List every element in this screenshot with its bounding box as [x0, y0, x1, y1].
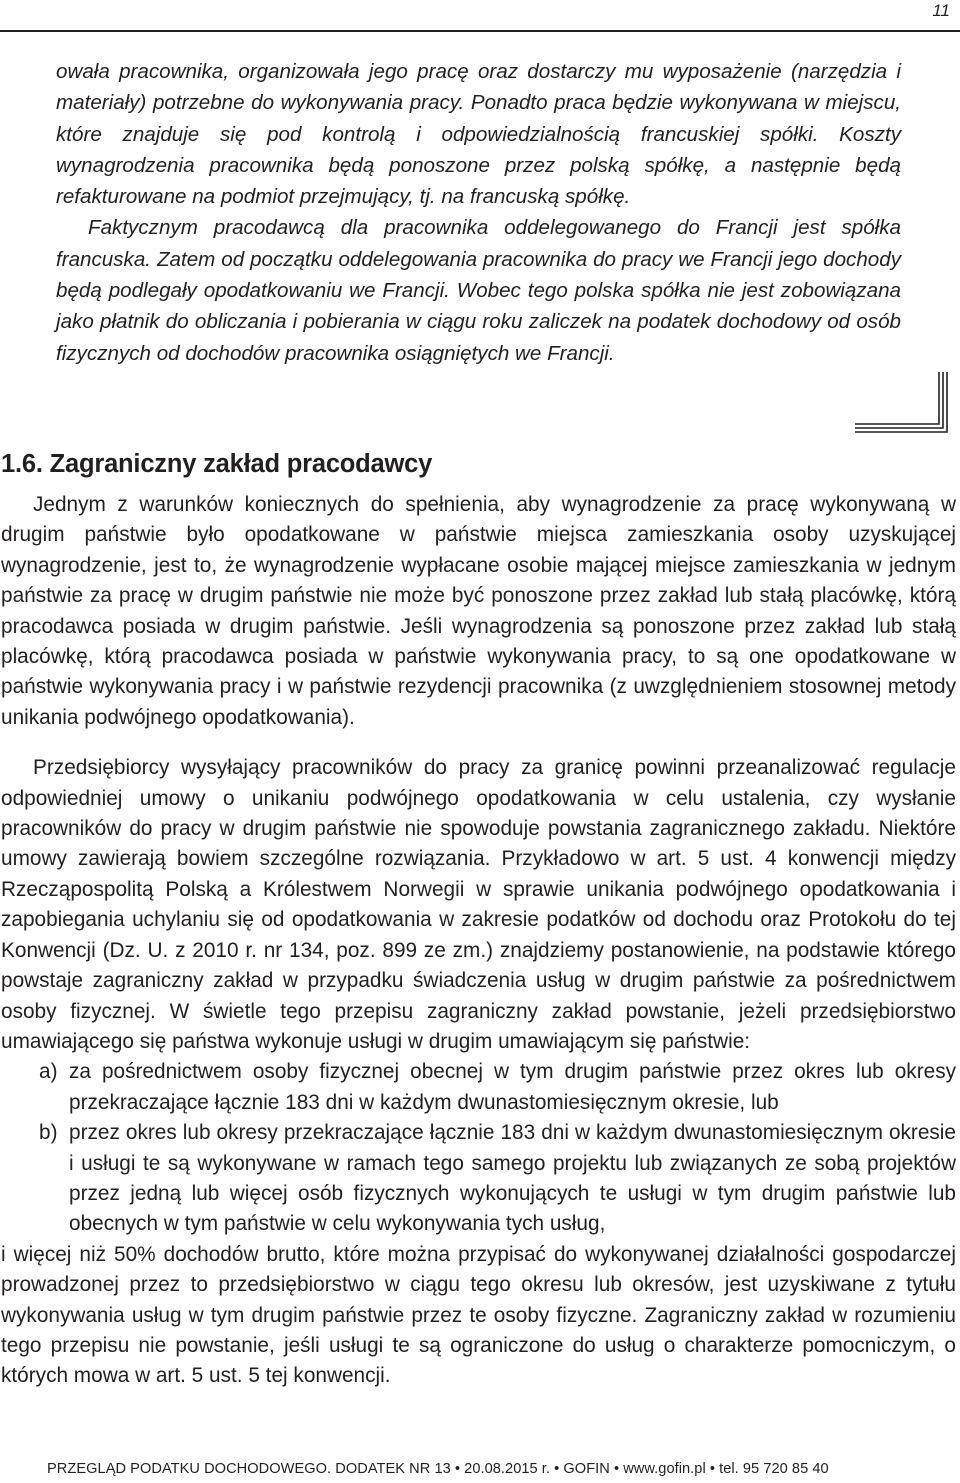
- list-item: [1, 1118, 956, 1240]
- page-number: 11: [932, 1, 950, 20]
- list-marker: b): [39, 1121, 58, 1145]
- section-heading: 1.6. Zagraniczny zakład pracodawcy: [1, 450, 433, 478]
- list-item-text: za pośrednictwem osoby fizycznej obecnej w tym drugim państwie przez okres lub okresy przekraczające łącznie 183 dni w każdym dwunastomiesięcznym okresie, lub: [69, 1060, 956, 1114]
- section-body: [1, 490, 956, 1392]
- body-paragraph: Przedsiębiorcy wysyłający pracowników do pracy za granicę powinni przeanalizować regulacje odpowiedniej umowy o unikaniu podwójnego opodatkowania w celu ustalenia, czy wysłanie pracowników do pracy w drugim państwie nie spowoduje powstania zagranicznego zakładu. Niektóre umowy zawierają bowiem szczególne rozwiązania. Przykładowo w art. 5 ust. 4 konwencji między Rzecząpospolitą Polską a Królestwem Norwegii w sprawie unikania podwójnego opodatkowania i zapobiegania uchylaniu się od opodatkowania w zakresie podatków od dochodu oraz Protokołu do tej Konwencji (Dz. U. z 2010 r. nr 134, poz. 899 ze zm.) znajdziemy postanowienie, na podstawie którego powstaje zagraniczny zakład w przypadku świadczenia usług w drugim państwie za pośrednictwem osoby fizycznej. W świetle tego przepisu zagraniczny zakład powstanie, jeżeli przedsiębiorstwo umawiającego się państwa wykonuje usługi w drugim umawiającym się państwie:: [1, 756, 956, 1053]
- body-paragraph: Jednym z warunków koniecznych do spełnienia, aby wynagrodzenie za pracę wykonywaną w drugim państwie było opodatkowane w państwie miejsca zamieszkania osoby uzyskującej wynagrodzenie, jest to, że wynagrodzenie wypłacane osobie mającej miejsce zamieszkania w jednym państwie za pracę w drugim państwie nie może być ponoszone przez zakład lub stałą placówkę, którą pracodawca posiada w drugim państwie. Jeśli wynagrodzenia są ponoszone przez zakład lub stałą placówkę, którą pracodawca posiada w państwie wykonywania pracy, to są one opodatkowane w państwie wykonywania pracy i w państwie rezydencji pracownika (z uwzględnieniem stosownej metody unikania podwójnego opodatkowania).: [1, 493, 956, 729]
- header-rule: [0, 30, 960, 32]
- closing-paragraph: i więcej niż 50% dochodów brutto, które można przypisać do wykonywanej działalności gospodarczej prowadzonej przez to przedsiębiorstwo w ciągu tego okresu lub okresów, jest uzyskiwane z tytułu wykonywania usług w tym drugim państwie przez te osoby fizyczne. Zagraniczny zakład w rozumieniu tego przepisu nie powstanie, jeśli usługi te są ograniczone do usług o charakterze pomocniczym, o których mowa w art. 5 ust. 5 tej konwencji.: [1, 1242, 956, 1388]
- example-box-corner-ornament: [855, 372, 950, 434]
- list-marker: a): [39, 1060, 58, 1084]
- page-footer: PRZEGLĄD PODATKU DOCHODOWEGO. DODATEK NR 13 • 20.08.2015 r. • GOFIN • www.gofin.pl • tel. 95 720 85 40: [47, 1461, 829, 1477]
- list-item-text: przez okres lub okresy przekraczające łącznie 183 dni w każdym dwunastomiesięcznym okresie i usługi te są wykonywane w ramach tego samego projektu lub związanych ze sobą projektów przez jedną lub więcej osób fizycznych wykonujących te usługi w tym drugim państwie lub obecnych w tym państwie w celu wykonywania tych usług,: [69, 1121, 956, 1236]
- example-paragraph: owała pracownika, organizowała jego pracę oraz dostarczy mu wyposażenie (narzędzia i materiały) potrzebne do wykonywania pracy. Ponadto praca będzie wykonywana w miejscu, które znajduje się pod kontrolą i odpowiedzialnością francuskiej spółki. Koszty wynagrodzenia pracownika będą ponoszone przez polską spółkę, a następnie będą refakturowane na podmiot przejmujący, tj. na francuską spółkę.: [56, 60, 901, 209]
- list-item: [1, 1057, 956, 1118]
- conditions-list: [1, 1057, 956, 1239]
- example-box: [56, 56, 901, 369]
- example-paragraph: Faktycznym pracodawcą dla pracownika oddelegowanego do Francji jest spółka francuska. Zatem od początku oddelegowania pracownika do pracy we Francji jego dochody będą podlegały opodatkowaniu we Francji. Wobec tego polska spółka nie jest zobowiązana jako płatnik do obliczania i pobierania w ciągu roku zaliczek na podatek dochodowy od osób fizycznych od dochodów pracownika osiągniętych we Francji.: [56, 216, 901, 365]
